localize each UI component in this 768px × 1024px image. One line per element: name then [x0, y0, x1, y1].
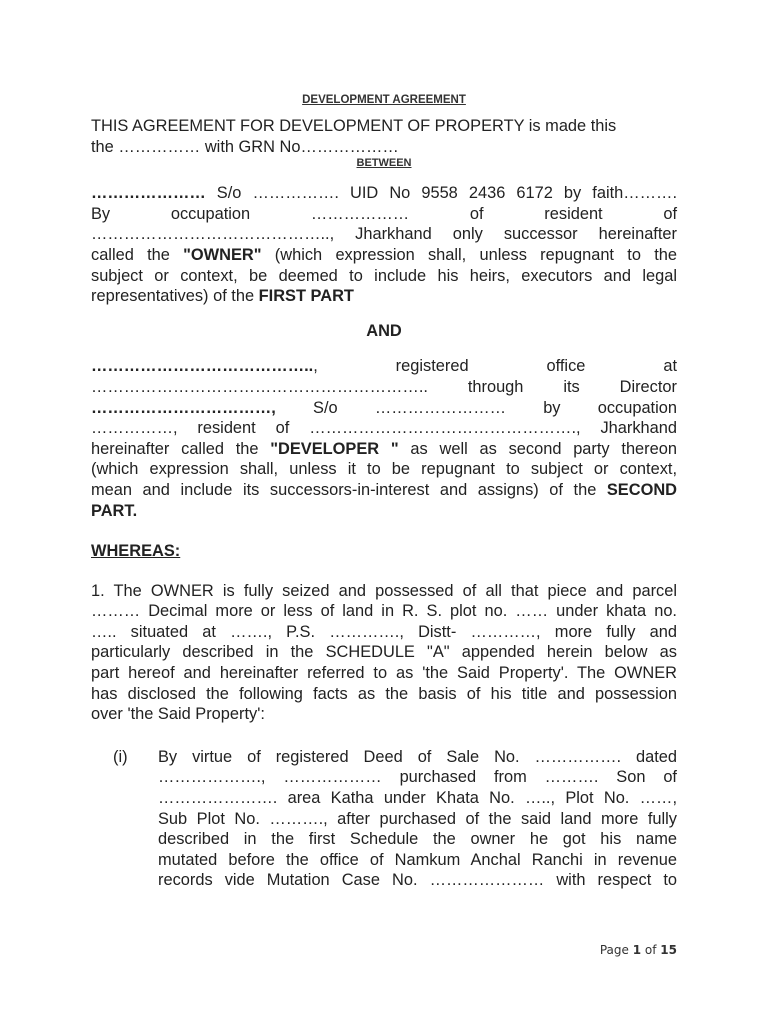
clause-line: over 'the Said Property':: [91, 705, 265, 724]
clause-1: [91, 581, 677, 725]
clause-line: 1. The OWNER is fully seized and possessed of all that piece and parcel: [91, 581, 677, 600]
developer-line: PART.: [91, 501, 138, 520]
developer-line: …………………………………………………….. through its Director: [91, 377, 677, 396]
owner-line: By occupation ……………… of resident of: [91, 204, 677, 223]
subclause-line: records vide Mutation Case No. ………………… with respect to: [158, 871, 677, 890]
owner-line: ………………… S/o ……………. UID No 9558 2436 6172 by faith……….: [91, 184, 677, 203]
subclause-i: [91, 747, 677, 891]
developer-line: (which expression shall, unless it to be repugnant to subject or context,: [91, 460, 677, 479]
owner-line: representatives) of the FIRST PART: [91, 287, 354, 306]
owner-line: called the "OWNER" (which expression shall, unless repugnant to the: [91, 245, 677, 264]
subclause-line: mutated before the office of Namkum Anchal Ranchi in revenue: [158, 850, 677, 869]
clause-line: has disclosed the following facts as the basis of his title and possession: [91, 684, 677, 703]
developer-line: mean and include its successors-in-interest and assigns) of the SECOND: [91, 480, 677, 499]
owner-paragraph: [91, 183, 677, 307]
page-number: Page 1 of 15: [599, 943, 677, 957]
subclause-line: Sub Plot No. ………., after purchased of the said land more fully: [158, 809, 677, 828]
developer-line: hereinafter called the "DEVELOPER " as well as second party thereon: [91, 439, 677, 458]
subclause-line: ………………., ……………… purchased from ………. Son of: [158, 768, 677, 787]
subclause-line: By virtue of registered Deed of Sale No. ……………. dated: [158, 747, 677, 766]
subclause-line: …………………. area Katha under Khata No. ….., Plot No. ……,: [158, 789, 677, 808]
clause-line: particularly described in the SCHEDULE "A" appended herein below as: [91, 643, 677, 662]
clause-line: ……… Decimal more or less of land in R. S. plot no. …… under khata no.: [91, 602, 677, 621]
clause-line: part hereof and hereinafter referred to as 'the Said Property'. The OWNER: [91, 664, 677, 683]
intro-paragraph: [91, 116, 677, 157]
developer-paragraph: [91, 356, 677, 521]
document-title: DEVELOPMENT AGREEMENT: [302, 94, 466, 106]
intro-line: the …………… with GRN No………………: [91, 137, 399, 156]
subclause-line: described in the first Schedule the owner he got his name: [158, 830, 677, 849]
owner-line: subject or context, be deemed to include his heirs, executors and legal: [91, 266, 677, 285]
developer-line: ……………, resident of …………………………………………., Jharkhand: [91, 419, 677, 438]
whereas-heading: WHEREAS:: [91, 542, 181, 561]
subclause-body: [158, 747, 677, 891]
developer-line: ………………………………….., registered office at: [91, 357, 677, 376]
and-heading: AND: [366, 321, 402, 340]
between-heading: BETWEEN: [356, 157, 412, 170]
clause-line: ….. situated at ……., P.S. …………., Distt- …………, more fully and: [91, 622, 677, 641]
intro-line: THIS AGREEMENT FOR DEVELOPMENT OF PROPERTY is made this: [91, 117, 617, 135]
developer-line: ……………………………, S/o …………………… by occupation: [91, 398, 677, 417]
subclause-marker: (i): [113, 747, 128, 766]
document-body: [91, 90, 677, 891]
owner-line: …………………………………….., Jharkhand only successor hereinafter: [91, 225, 677, 244]
